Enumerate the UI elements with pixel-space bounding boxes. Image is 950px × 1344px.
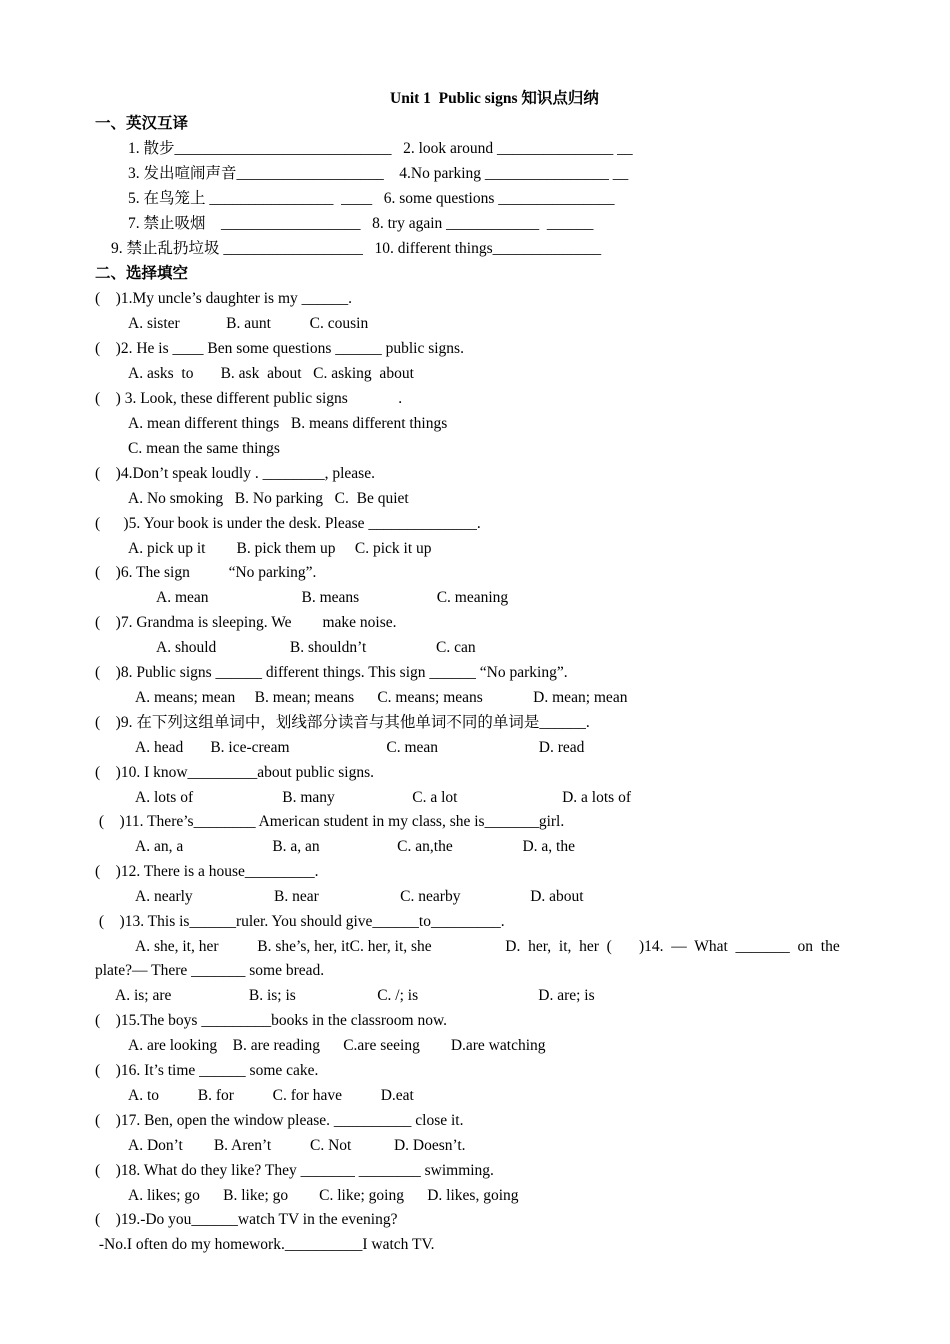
page-title: Unit 1 Public signs 知识点归纳 <box>390 90 599 107</box>
question-stem: ( )6. The sign “No parking”. <box>95 564 317 581</box>
translation-line: 3. 发出喧闹声音___________________ 4.No parking ________________ __ <box>128 165 629 182</box>
answer-options: A. should B. shouldn’t C. can <box>156 639 476 656</box>
question-stem: ( )17. Ben, open the window please. __________ close it. <box>95 1112 464 1129</box>
question-stem: ( )9. 在下列这组单词中，划线部分读音与其他单词不同的单词是______. <box>95 714 590 731</box>
question-stem: ( )18. What do they like? They _______ ________ swimming. <box>95 1162 494 1179</box>
answer-options: A. she, it, her B. she’s, her, itC. her, it, she D. her, it, her ( )14. — What _______ on the <box>135 938 840 955</box>
section-heading-choice: 二、选择填空 <box>95 265 189 282</box>
answer-options: A. lots of B. many C. a lot D. a lots of <box>135 789 631 806</box>
translation-line: 1. 散步____________________________ 2. look around _______________ __ <box>128 140 633 157</box>
section-heading-translation: 一、英汉互译 <box>95 115 189 132</box>
question-stem: ( )1.My uncle’s daughter is my ______. <box>95 290 353 307</box>
question-stem: ( )19.-Do you______watch TV in the evening? <box>95 1211 398 1228</box>
translation-line: 5. 在鸟笼上 ________________ ____ 6. some questions _______________ <box>128 190 615 207</box>
question-stem: ( )11. There’s________ American student in my class, she is_______girl. <box>95 813 565 830</box>
answer-options: C. mean the same things <box>128 440 280 457</box>
translation-line: 9. 禁止乱扔垃圾 __________________ 10. different things______________ <box>111 240 602 257</box>
answer-options: A. likes; go B. like; go C. like; going D. likes, going <box>128 1187 519 1204</box>
question-stem: ( )15.The boys _________books in the classroom now. <box>95 1012 448 1029</box>
answer-options: A. asks to B. ask about C. asking about <box>128 365 414 382</box>
answer-options: A. sister B. aunt C. cousin <box>128 315 369 332</box>
question-stem: ( )12. There is a house_________. <box>95 863 319 880</box>
question-stem: ( )16. It’s time ______ some cake. <box>95 1062 319 1079</box>
question-stem: ( )2. He is ____ Ben some questions ______ public signs. <box>95 340 464 357</box>
answer-options: A. to B. for C. for have D.eat <box>128 1087 414 1104</box>
answer-options: A. No smoking B. No parking C. Be quiet <box>128 490 409 507</box>
translation-line: 7. 禁止吸烟 __________________ 8. try again ____________ ______ <box>128 215 594 232</box>
question-stem: plate?— There _______ some bread. <box>95 962 325 979</box>
question-stem: ( )4.Don’t speak loudly . ________, please. <box>95 465 375 482</box>
answer-options: A. head B. ice-cream C. mean D. read <box>135 739 585 756</box>
question-stem: ( )10. I know_________about public signs. <box>95 764 374 781</box>
answer-options: A. mean B. means C. meaning <box>156 589 509 606</box>
question-stem: ( )13. This is______ruler. You should give______to_________. <box>95 913 505 930</box>
question-stem: ( )7. Grandma is sleeping. We make noise. <box>95 614 397 631</box>
answer-options: A. is; are B. is; is C. /; is D. are; is <box>115 987 595 1004</box>
answer-options: A. nearly B. near C. nearby D. about <box>135 888 584 905</box>
answer-options: A. are looking B. are reading C.are seeing D.are watching <box>128 1037 546 1054</box>
answer-options: A. Don’t B. Aren’t C. Not D. Doesn’t. <box>128 1137 466 1154</box>
question-continuation: -No.I often do my homework.__________I watch TV. <box>95 1236 435 1253</box>
question-stem: ( )8. Public signs ______ different things. This sign ______ “No parking”. <box>95 664 568 681</box>
answer-options: A. means; mean B. mean; means C. means; means D. mean; mean <box>135 689 628 706</box>
answer-options: A. pick up it B. pick them up C. pick it up <box>128 540 432 557</box>
question-stem: ( ) 3. Look, these different public signs . <box>95 390 403 407</box>
answer-options: A. an, a B. a, an C. an,the D. a, the <box>135 838 575 855</box>
question-stem: ( )5. Your book is under the desk. Please ______________. <box>95 515 481 532</box>
answer-options: A. mean different things B. means different things <box>128 415 448 432</box>
